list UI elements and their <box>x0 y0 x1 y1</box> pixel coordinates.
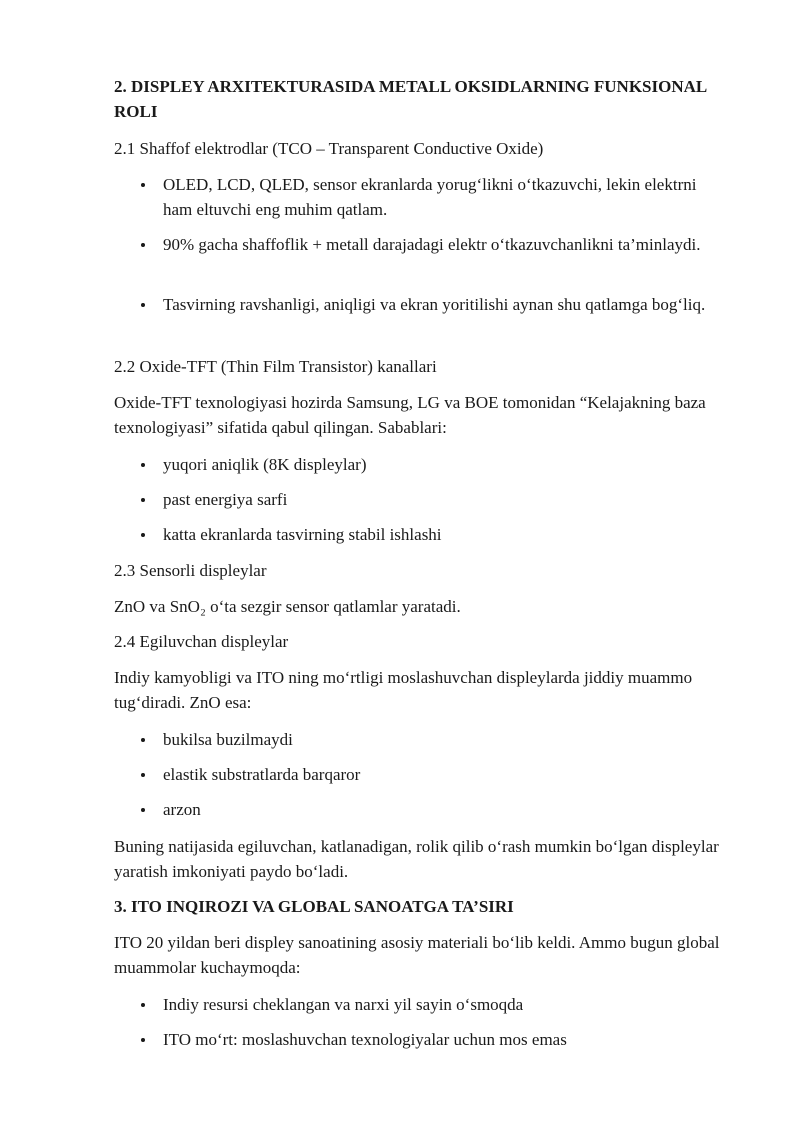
bullet-marker <box>140 292 149 317</box>
subsection-2-1-title: 2.1 Shaffof elektrodlar (TCO – Transparent Conductive Oxide) <box>114 139 544 158</box>
bullet-marker <box>140 1027 149 1052</box>
bullet-item: 90% gacha shaffoflik + metall darajadagi elektr o‘tkazuvchanlikni ta’minlaydi. <box>163 235 701 254</box>
bullet-marker <box>140 797 149 822</box>
subsection-2-4-paragraph: Indiy kamyobligi va ITO ning mo‘rtligi moslashuvchan displeylarda jiddiy muammo tug‘diradi. ZnO esa: <box>114 668 693 712</box>
bullet-item: bukilsa buzilmaydi <box>163 730 293 749</box>
bullet-item: ITO mo‘rt: moslashuvchan texnologiyalar uchun mos emas <box>163 1030 567 1049</box>
bullet-item: katta ekranlarda tasvirning stabil ishlashi <box>163 525 442 544</box>
bullet-item: past energiya sarfi <box>163 490 288 509</box>
section-3-heading: 3. ITO INQIROZI VA GLOBAL SANOATGA TA’SIRI <box>114 897 514 916</box>
subsection-2-2-paragraph: Oxide-TFT texnologiyasi hozirda Samsung, LG va BOE tomonidan “Kelajakning baza texnologiyasi” sifatida qabul qilingan. Sabablari: <box>114 393 706 437</box>
bullet-marker <box>140 487 149 512</box>
bullet-item: yuqori aniqlik (8K displeylar) <box>163 455 367 474</box>
section-3-paragraph: ITO 20 yildan beri displey sanoatining asosiy materiali bo‘lib keldi. Ammo bugun global muammolar kuchaymoqda: <box>114 933 720 977</box>
bullet-item: Tasvirning ravshanligi, aniqligi va ekran yoritilishi aynan shu qatlamga bog‘liq. <box>163 295 706 314</box>
bullet-marker <box>140 992 149 1017</box>
bullet-marker <box>140 522 149 547</box>
bullet-item: Indiy resursi cheklangan va narxi yil sayin o‘smoqda <box>163 995 524 1014</box>
bullet-item: arzon <box>163 800 201 819</box>
bullet-marker <box>140 762 149 787</box>
bullet-marker <box>140 727 149 752</box>
subsection-2-2-title: 2.2 Oxide-TFT (Thin Film Transistor) kanallari <box>114 357 437 376</box>
subsection-2-3-paragraph: ZnO va SnO₂ o‘ta sezgir sensor qatlamlar yaratadi. <box>114 597 461 616</box>
bullet-marker <box>140 172 149 197</box>
subsection-2-4-conclusion: Buning natijasida egiluvchan, katlanadigan, rolik qilib o‘rash mumkin bo‘lgan displeylar yaratish imkoniyati paydo bo‘ladi. <box>114 837 719 881</box>
bullet-item: OLED, LCD, QLED, sensor ekranlarda yorug‘likni o‘tkazuvchi, lekin elektrni ham eltuvchi eng muhim qatlam. <box>163 175 697 219</box>
bullet-item: elastik substratlarda barqaror <box>163 765 361 784</box>
bullet-marker <box>140 452 149 477</box>
subsection-2-4-title: 2.4 Egiluvchan displeylar <box>114 632 289 651</box>
subsection-2-3-title: 2.3 Sensorli displeylar <box>114 561 267 580</box>
section-2-heading: 2. DISPLEY ARXITEKTURASIDA METALL OKSIDLARNING FUNKSIONAL ROLI <box>114 77 707 121</box>
bullet-marker <box>140 232 149 257</box>
